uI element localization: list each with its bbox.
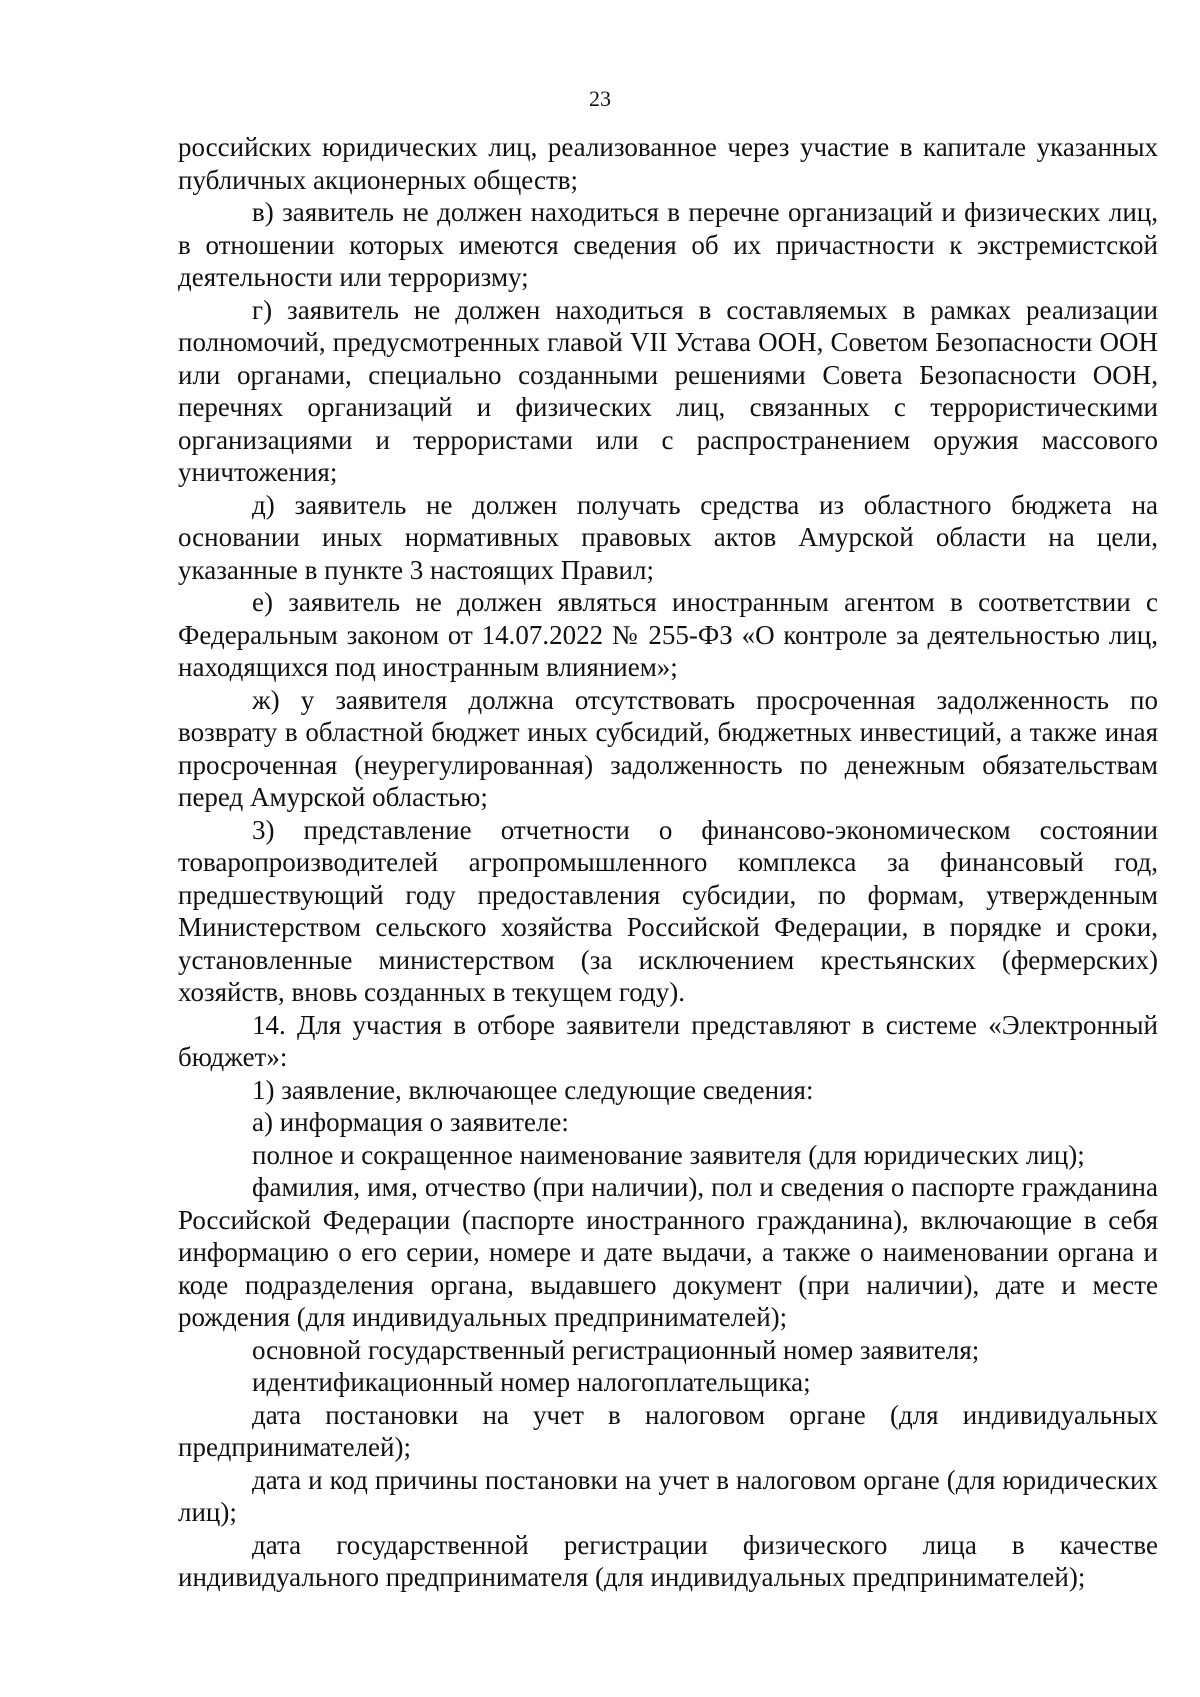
paragraph-tax-registration-date: дата постановки на учет в налоговом органе (для индивидуальных предпринимателей); — [178, 1399, 1158, 1462]
paragraph-item-a: а) информация о заявителе: — [252, 1107, 569, 1137]
document-body — [178, 131, 1158, 1594]
paragraph-item-1: 1) заявление, включающее следующие сведения: — [252, 1074, 814, 1105]
page-number: 23 — [589, 86, 611, 111]
paragraph-item-zh: ж) у заявителя должна отсутствовать просроченная задолженность по возврату в областной бюджет иных субсидий, бюджетных инвестиций, а также иная просроченная (неурегулированная) задолженность по денежным обязательствам перед Амурской областью; — [178, 684, 1158, 812]
paragraph-inn: идентификационный номер налогоплательщика; — [252, 1367, 811, 1397]
paragraph-passport-info: фамилия, имя, отчество (при наличии), пол и сведения о паспорте гражданина Российской Федерации (паспорте иностранного гражданина), включающие в себя информацию о его серии, номере и дате выдачи, а также о наименовании органа и коде подразделения органа, выдавшего документ (при наличии), дате и месте рождения (для индивидуальных предпринимателей); — [178, 1172, 1158, 1332]
paragraph-item-e: е) заявитель не должен являться иностранным агентом в соответствии с Федеральным законом от 14.07.2022 № 255-ФЗ «О контроле за деятельностью лиц, находящихся под иностранным влиянием»; — [178, 587, 1158, 682]
paragraph-continuation: российских юридических лиц, реализованное через участие в капитале указанных публичных акционерных обществ; — [178, 132, 1158, 195]
paragraph-section-14: 14. Для участия в отборе заявители представляют в системе «Электронный бюджет»: — [178, 1009, 1158, 1072]
paragraph-ip-registration-date: дата государственной регистрации физического лица в качестве индивидуального предпринимателя (для индивидуальных предпринимателей); — [178, 1529, 1158, 1592]
paragraph-item-g: г) заявитель не должен находиться в составляемых в рамках реализации полномочий, предусмотренных главой VII Устава ООН, Советом Безопасности ООН или органами, специально созданными решениями Совета Безопасности ООН, перечнях организаций и физических лиц, связанных с террористическими организациями и террористами или с распространением оружия массового уничтожения; — [178, 294, 1158, 487]
paragraph-kpp: дата и код причины постановки на учет в налоговом органе (для юридических лиц); — [178, 1464, 1158, 1527]
paragraph-item-d: д) заявитель не должен получать средства из областного бюджета на основании иных нормативных правовых актов Амурской области на цели, указанные в пункте 3 настоящих Правил; — [178, 489, 1158, 585]
paragraph-full-name: полное и сокращенное наименование заявителя (для юридических лиц); — [252, 1139, 1085, 1170]
paragraph-ogrn: основной государственный регистрационный номер заявителя; — [252, 1334, 980, 1365]
paragraph-item-v: в) заявитель не должен находиться в перечне организаций и физических лиц, в отношении которых имеются сведения об их причастности к экстремистской деятельности или терроризму; — [178, 197, 1158, 292]
paragraph-item-3: 3) представление отчетности о финансово-экономическом состоянии товаропроизводителей агропромышленного комплекса за финансовый год, предшествующий году предоставления субсидии, по формам, утвержденным Министерством сельского хозяйства Российской Федерации, в порядке и сроки, установленные министерством (за исключением крестьянских (фермерских) хозяйств, вновь созданных в текущем году). — [178, 814, 1158, 1007]
